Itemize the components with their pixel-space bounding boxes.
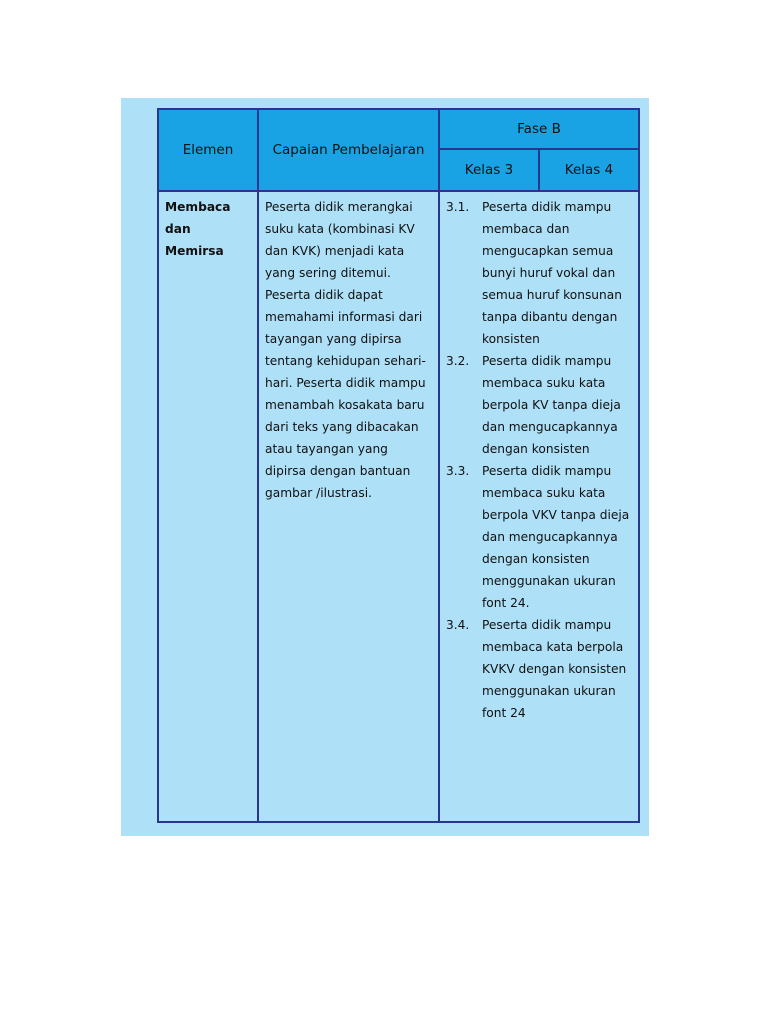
cell-tujuan [439,191,639,822]
cell-capaian [258,191,439,822]
item-number: 3.4. [446,618,470,632]
header-fase: Fase B [439,109,639,149]
list-item [446,460,632,614]
capaian-text: Peserta didik merangkai suku kata (kombinasi KV dan KVK) menjadi kata yang sering ditemui. Peserta didik dapat memahami informasi dari tayangan yang dipirsa tentang kehidupan sehari-hari. Peserta didik mampu menambah kosakata baru dari teks yang dibacakan atau tayangan yang dipirsa dengan bantuan gambar /ilustrasi. [265,200,426,500]
header-elemen: Elemen [158,109,258,191]
item-text: Peserta didik mampu membaca suku kata berpola KV tanpa dieja dan mengucapkannya dengan konsisten [482,354,621,456]
cell-elemen [158,191,258,822]
table-row [158,191,639,822]
header-kelas-3: Kelas 3 [439,149,539,191]
list-item [446,196,632,350]
header-capaian: Capaian Pembelajaran [258,109,439,191]
item-number: 3.1. [446,200,470,214]
item-text: Peserta didik mampu membaca suku kata berpola VKV tanpa dieja dan mengucapkannya dengan konsisten menggunakan ukuran font 24. [482,464,630,610]
list-item [446,350,632,460]
item-text: Peserta didik mampu membaca kata berpola KVKV dengan konsisten menggunakan ukuran font 24 [482,618,627,720]
item-text: Peserta didik mampu membaca dan mengucapkan semua bunyi huruf vokal dan semua huruf konsunan tanpa dibantu dengan konsisten [482,200,622,346]
document-panel [121,98,649,836]
list-item [446,614,632,724]
elemen-line: Memirsa [165,244,224,258]
curriculum-table [157,108,640,823]
elemen-line: Membaca [165,200,231,214]
header-kelas-4: Kelas 4 [539,149,639,191]
tujuan-list [446,196,632,724]
elemen-line: dan [165,222,191,236]
item-number: 3.2. [446,354,470,368]
item-number: 3.3. [446,464,470,478]
